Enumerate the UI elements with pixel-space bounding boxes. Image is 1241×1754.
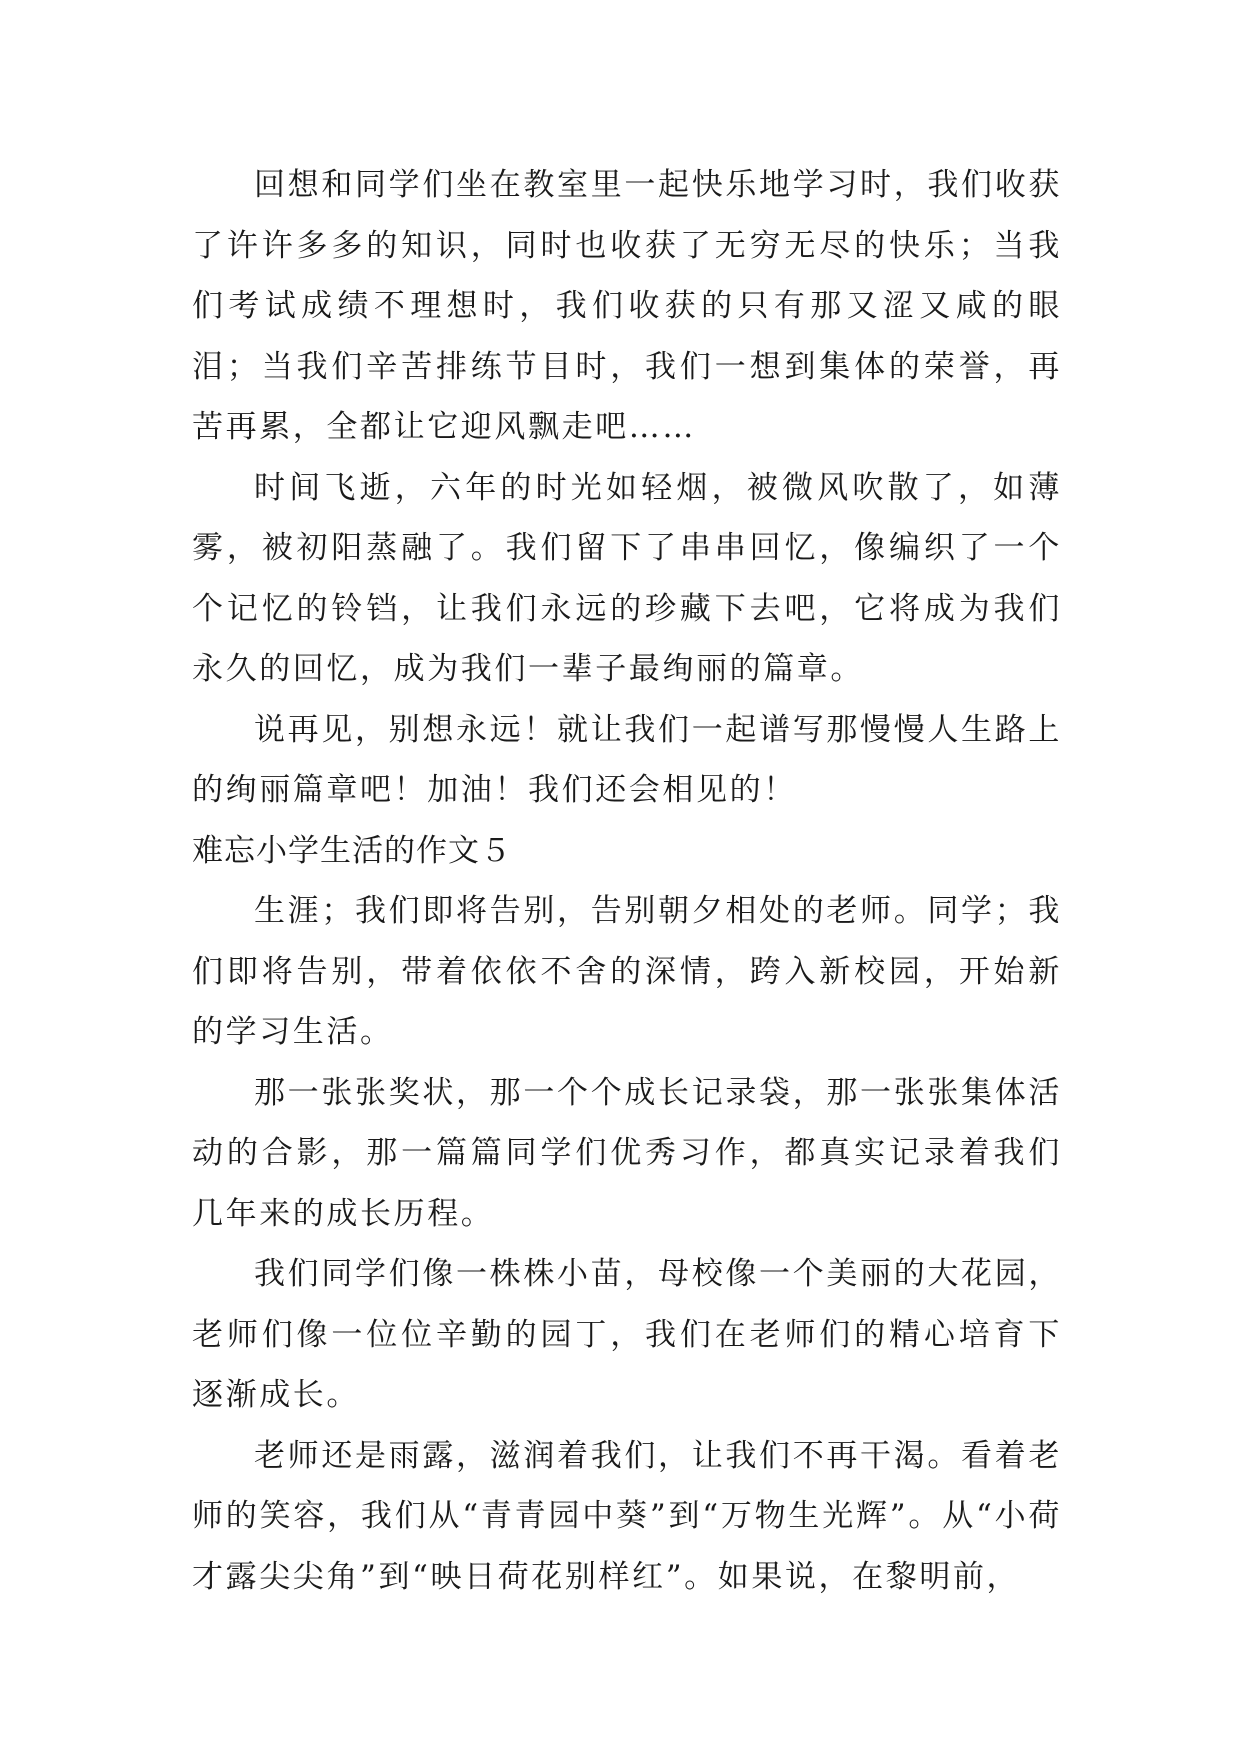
- document-body: [192, 155, 1062, 1607]
- paragraph: 那一张张奖状，那一个个成长记录袋，那一张张集体活动的合影，那一篇篇同学们优秀习作，都真实记录着我们几年来的成长历程。: [192, 1074, 1062, 1232]
- paragraph: 回想和同学们坐在教室里一起快乐地学习时，我们收获了许许多多的知识，同时也收获了无穷无尽的快乐；当我们考试成绩不理想时，我们收获的只有那又涩又咸的眼泪；当我们辛苦排练节目时，我们一想到集体的荣誉，再苦再累，全都让它迎风飘走吧……: [192, 167, 1062, 445]
- paragraph: 说再见，别想永远！就让我们一起谱写那慢慢人生路上的绚丽篇章吧！加油！我们还会相见的！: [192, 711, 1062, 808]
- paragraph: 我们同学们像一株株小苗，母校像一个美丽的大花园，老师们像一位位辛勤的园丁，我们在老师们的精心培育下逐渐成长。: [192, 1256, 1062, 1413]
- paragraph: 生涯；我们即将告别，告别朝夕相处的老师。同学；我们即将告别，带着依依不舍的深情，跨入新校园，开始新的学习生活。: [192, 893, 1062, 1050]
- section-title: 难忘小学生活的作文５: [192, 832, 512, 869]
- paragraph: 时间飞逝，六年的时光如轻烟，被微风吹散了，如薄雾，被初阳蒸融了。我们留下了串串回忆，像编织了一个个记忆的铃铛，让我们永远的珍藏下去吧，它将成为我们永久的回忆，成为我们一辈子最绚丽的篇章。: [192, 469, 1062, 687]
- paragraph: 老师还是雨露，滋润着我们，让我们不再干渴。看着老师的笑容，我们从“青青园中葵”到“万物生光辉”。从“小荷才露尖尖角”到“映日荷花别样红”。如果说，在黎明前，: [192, 1437, 1062, 1595]
